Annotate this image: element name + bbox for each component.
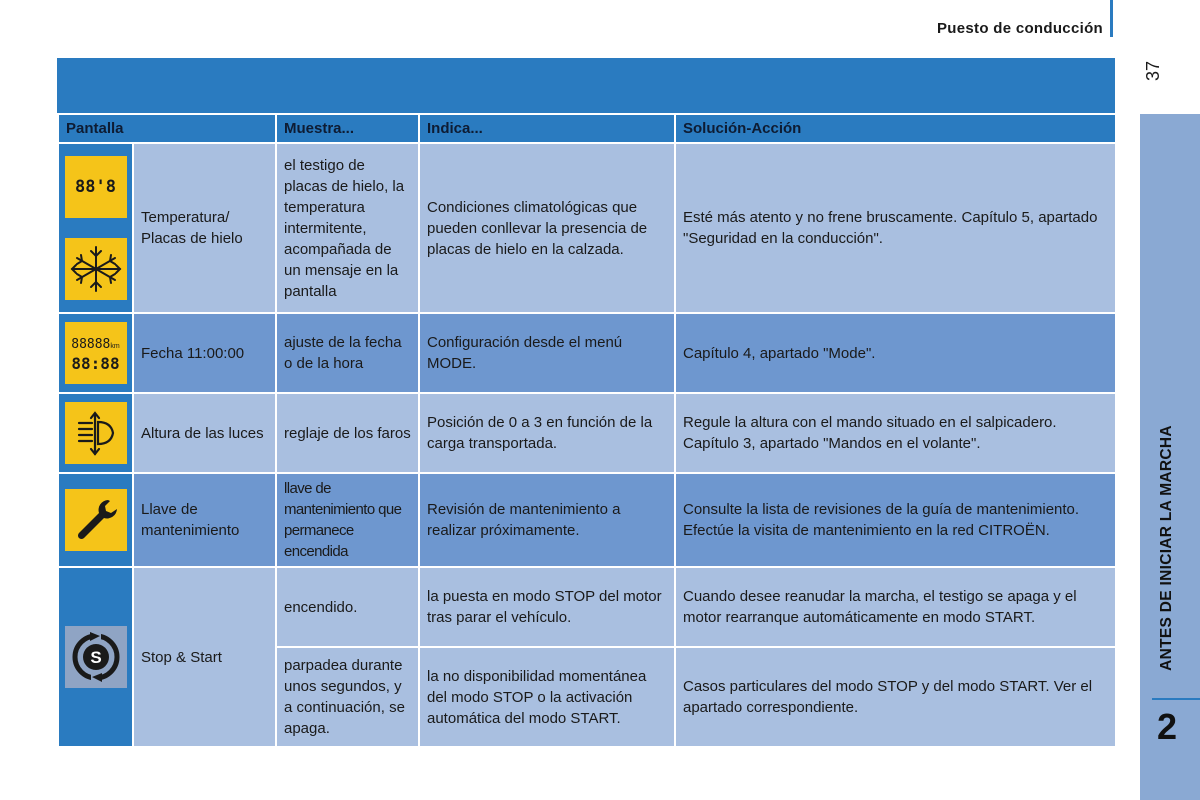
cell-solucion: Cuando desee reanudar la marcha, el testigo se apaga y el motor rearranque automáticamente en modo START. bbox=[675, 567, 1116, 647]
cell-indica: Configuración desde el menú MODE. bbox=[419, 313, 675, 393]
chapter-separator bbox=[1152, 698, 1200, 700]
cell-indica: la puesta en modo STOP del motor tras parar el vehículo. bbox=[419, 567, 675, 647]
cell-pantalla: Temperatura/ Placas de hielo bbox=[133, 143, 276, 313]
cell-pantalla: Altura de las luces bbox=[133, 393, 276, 473]
cell-solucion: Esté más atento y no frene bruscamente. Capítulo 5, apartado "Seguridad en la conducción". bbox=[675, 143, 1116, 313]
chapter-label-text: ANTES DE INICIAR LA MARCHA bbox=[1158, 425, 1175, 671]
table-row bbox=[58, 143, 1116, 313]
cell-muestra: llave de mantenimiento que permanece encendida bbox=[276, 473, 419, 567]
cell-muestra: ajuste de la fecha o de la hora bbox=[276, 313, 419, 393]
header-indica: Indica... bbox=[419, 114, 675, 143]
stop-start-icon bbox=[65, 626, 127, 688]
lcd-date-digits: 88888 bbox=[71, 336, 111, 352]
header-muestra: Muestra... bbox=[276, 114, 419, 143]
cell-muestra: parpadea durante unos segundos, y a continuación, se apaga. bbox=[276, 647, 419, 747]
temperature-lcd-icon bbox=[65, 156, 127, 218]
row-icon-cell bbox=[58, 567, 133, 747]
row-icon-cell bbox=[58, 143, 133, 313]
cell-muestra: el testigo de placas de hielo, la temperatura intermitente, acompañada de un mensaje en la pantalla bbox=[276, 143, 419, 313]
svg-text:S: S bbox=[89, 648, 102, 667]
cell-pantalla: Fecha 11:00:00 bbox=[133, 313, 276, 393]
row-icon-cell bbox=[58, 393, 133, 473]
section-title: Puesto de conducción bbox=[936, 20, 1103, 37]
cell-indica: Revisión de mantenimiento a realizar próximamente. bbox=[419, 473, 675, 567]
chapter-number: 2 bbox=[1156, 706, 1178, 747]
lcd-unit: km bbox=[110, 342, 120, 350]
cell-indica: Condiciones climatológicas que pueden conllevar la presencia de placas de hielo en la calzada. bbox=[419, 143, 675, 313]
header-solucion: Solución-Acción bbox=[675, 114, 1116, 143]
chapter-label bbox=[1154, 408, 1180, 688]
lcd-time-digits: 88:88 bbox=[71, 353, 120, 373]
cell-indica: la no disponibilidad momentánea del modo STOP o la activación automática del modo START. bbox=[419, 647, 675, 747]
wrench-icon bbox=[65, 489, 127, 551]
table-row bbox=[58, 473, 1116, 567]
header-divider bbox=[1110, 0, 1113, 37]
row-icon-cell bbox=[58, 473, 133, 567]
cell-solucion: Capítulo 4, apartado "Mode". bbox=[675, 313, 1116, 393]
table-row bbox=[58, 393, 1116, 473]
cell-solucion: Regule la altura con el mando situado en el salpicadero. Capítulo 3, apartado "Mandos en el volante". bbox=[675, 393, 1116, 473]
cell-indica: Posición de 0 a 3 en función de la carga transportada. bbox=[419, 393, 675, 473]
temperature-lcd-text: 88'8 bbox=[75, 176, 116, 197]
table-row bbox=[58, 567, 1116, 647]
cell-pantalla: Llave de mantenimiento bbox=[133, 473, 276, 567]
table-header-row bbox=[58, 114, 1116, 143]
headlamp-levelling-icon bbox=[65, 402, 127, 464]
table-row bbox=[58, 313, 1116, 393]
snowflake-icon bbox=[65, 238, 127, 300]
cell-muestra: encendido. bbox=[276, 567, 419, 647]
indicator-table bbox=[57, 113, 1117, 748]
cell-solucion: Casos particulares del modo STOP y del modo START. Ver el apartado correspondiente. bbox=[675, 647, 1116, 747]
cell-solucion: Consulte la lista de revisiones de la guía de mantenimiento. Efectúe la visita de mantenimiento en la red CITROËN. bbox=[675, 473, 1116, 567]
page-number: 37 bbox=[1143, 60, 1163, 82]
cell-pantalla: Stop & Start bbox=[133, 567, 276, 747]
table-banner bbox=[57, 58, 1115, 113]
row-icon-cell bbox=[58, 313, 133, 393]
cell-muestra: reglaje de los faros bbox=[276, 393, 419, 473]
header-pantalla: Pantalla bbox=[58, 114, 276, 143]
date-time-lcd-icon bbox=[65, 322, 127, 384]
